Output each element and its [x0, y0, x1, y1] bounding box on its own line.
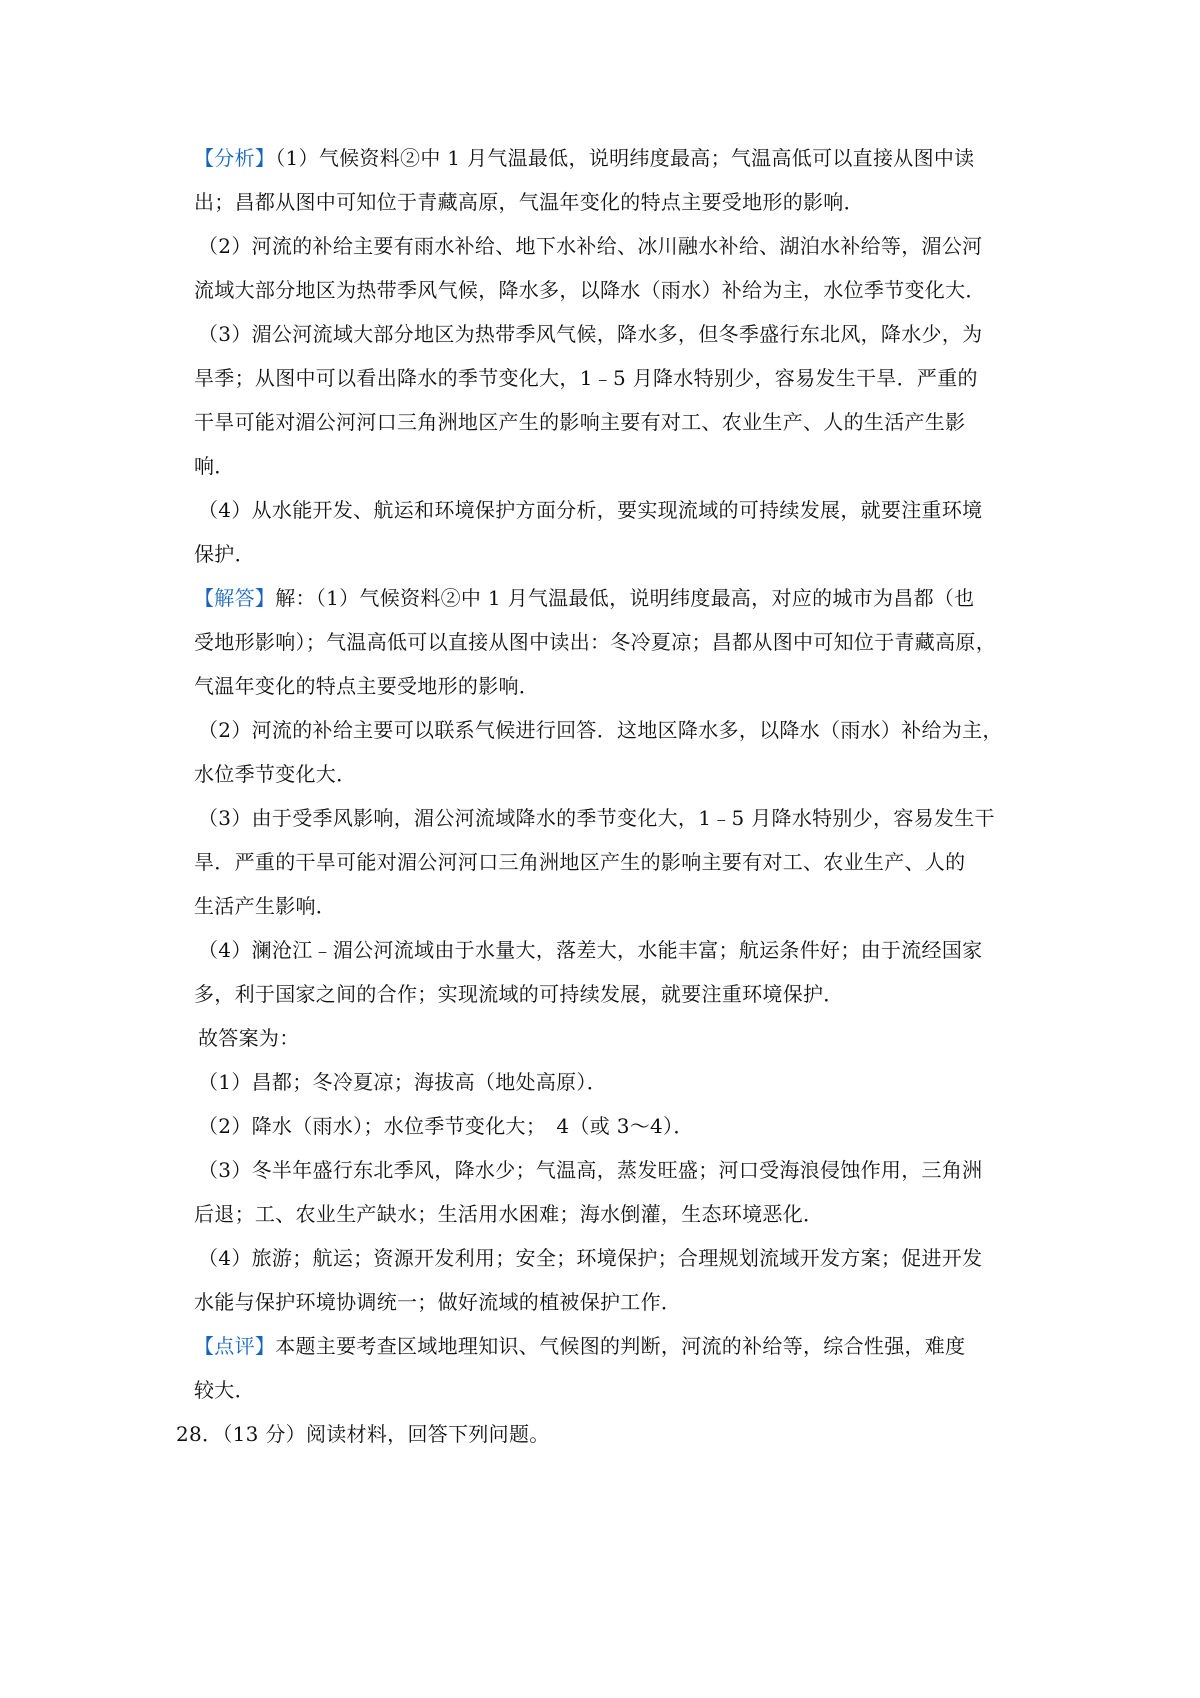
solution-line-7: 旱．严重的干旱可能对湄公河河口三角洲地区产生的影响主要有对工、农业生产、人的	[194, 850, 966, 874]
analysis-line-8: 响．	[194, 454, 235, 478]
solution-line-1	[194, 585, 974, 611]
solution-line-5: 水位季节变化大．	[194, 762, 357, 786]
answer-1: （1）昌都；冬冷夏凉；海拔高（地处高原）．	[198, 1070, 608, 1094]
comment-text: 本题主要考查区域地理知识、气候图的判断，河流的补给等，综合性强，难度	[275, 1334, 966, 1358]
solution-line-9: （4）澜沧江﹣湄公河流域由于水量大，落差大，水能丰富；航运条件好；由于流经国家	[198, 938, 983, 962]
solution-text: 解：（1）气候资料②中 1 月气温最低，说明纬度最高，对应的城市为昌都（也	[275, 586, 975, 610]
analysis-line-6: 旱季；从图中可以看出降水的季节变化大，1﹣5 月降水特别少，容易发生干旱．严重的	[194, 366, 978, 390]
solution-line-10: 多，利于国家之间的合作；实现流域的可持续发展，就要注重环境保护．	[194, 982, 844, 1006]
analysis-text: （1）气候资料②中 1 月气温最低，说明纬度最高；气温高低可以直接从图中读	[275, 146, 975, 170]
analysis-line-9: （4）从水能开发、航运和环境保护方面分析，要实现流域的可持续发展，就要注重环境	[198, 498, 983, 522]
comment-tag: 【点评】	[194, 1334, 276, 1358]
solution-line-6: （3）由于受季风影响，湄公河流域降水的季节变化大，1﹣5 月降水特别少，容易发生干	[198, 806, 995, 830]
solution-line-4: （2）河流的补给主要可以联系气候进行回答．这地区降水多，以降水（雨水）补给为主，	[198, 718, 1003, 742]
solution-tag: 【解答】	[194, 586, 276, 610]
analysis-line-1	[194, 145, 974, 171]
comment-line-1	[194, 1333, 965, 1359]
comment-line-2: 较大．	[194, 1378, 255, 1402]
analysis-line-10: 保护．	[194, 542, 255, 566]
analysis-tag: 【分析】	[194, 146, 276, 170]
answer-2: （2）降水（雨水）；水位季节变化大； 4（或 3～4）．	[198, 1114, 694, 1138]
answer-3-line-1: （3）冬半年盛行东北季风，降水少；气温高，蒸发旺盛；河口受海浪侵蚀作用，三角洲	[198, 1158, 983, 1182]
analysis-line-5: （3）湄公河流域大部分地区为热带季风气候，降水多，但冬季盛行东北风，降水少，为	[198, 322, 983, 346]
answer-4-line-2: 水能与保护环境协调统一；做好流域的植被保护工作．	[194, 1290, 682, 1314]
analysis-line-3: （2）河流的补给主要有雨水补给、地下水补给、冰川融水补给、湖泊水补给等，湄公河	[198, 234, 983, 258]
solution-line-8: 生活产生影响．	[194, 894, 337, 918]
answer-3-line-2: 后退；工、农业生产缺水；生活用水困难；海水倒灌，生态环境恶化．	[194, 1202, 824, 1226]
answer-4-line-1: （4）旅游；航运；资源开发利用；安全；环境保护；合理规划流域开发方案；促进开发	[198, 1246, 983, 1270]
solution-line-2: 受地形影响）；气温高低可以直接从图中读出：冬冷夏凉；昌都从图中可知位于青藏高原，	[194, 630, 996, 654]
analysis-line-7: 干旱可能对湄公河河口三角洲地区产生的影响主要有对工、农业生产、人的生活产生影	[194, 410, 966, 434]
answer-intro: 故答案为：	[198, 1026, 300, 1050]
question-28-heading: 28．（13 分）阅读材料，回答下列问题。	[176, 1422, 550, 1446]
analysis-line-4: 流域大部分地区为热带季风气候，降水多，以降水（雨水）补给为主，水位季节变化大．	[194, 278, 986, 302]
analysis-line-2: 出；昌都从图中可知位于青藏高原，气温年变化的特点主要受地形的影响．	[194, 190, 864, 214]
solution-line-3: 气温年变化的特点主要受地形的影响．	[194, 674, 540, 698]
